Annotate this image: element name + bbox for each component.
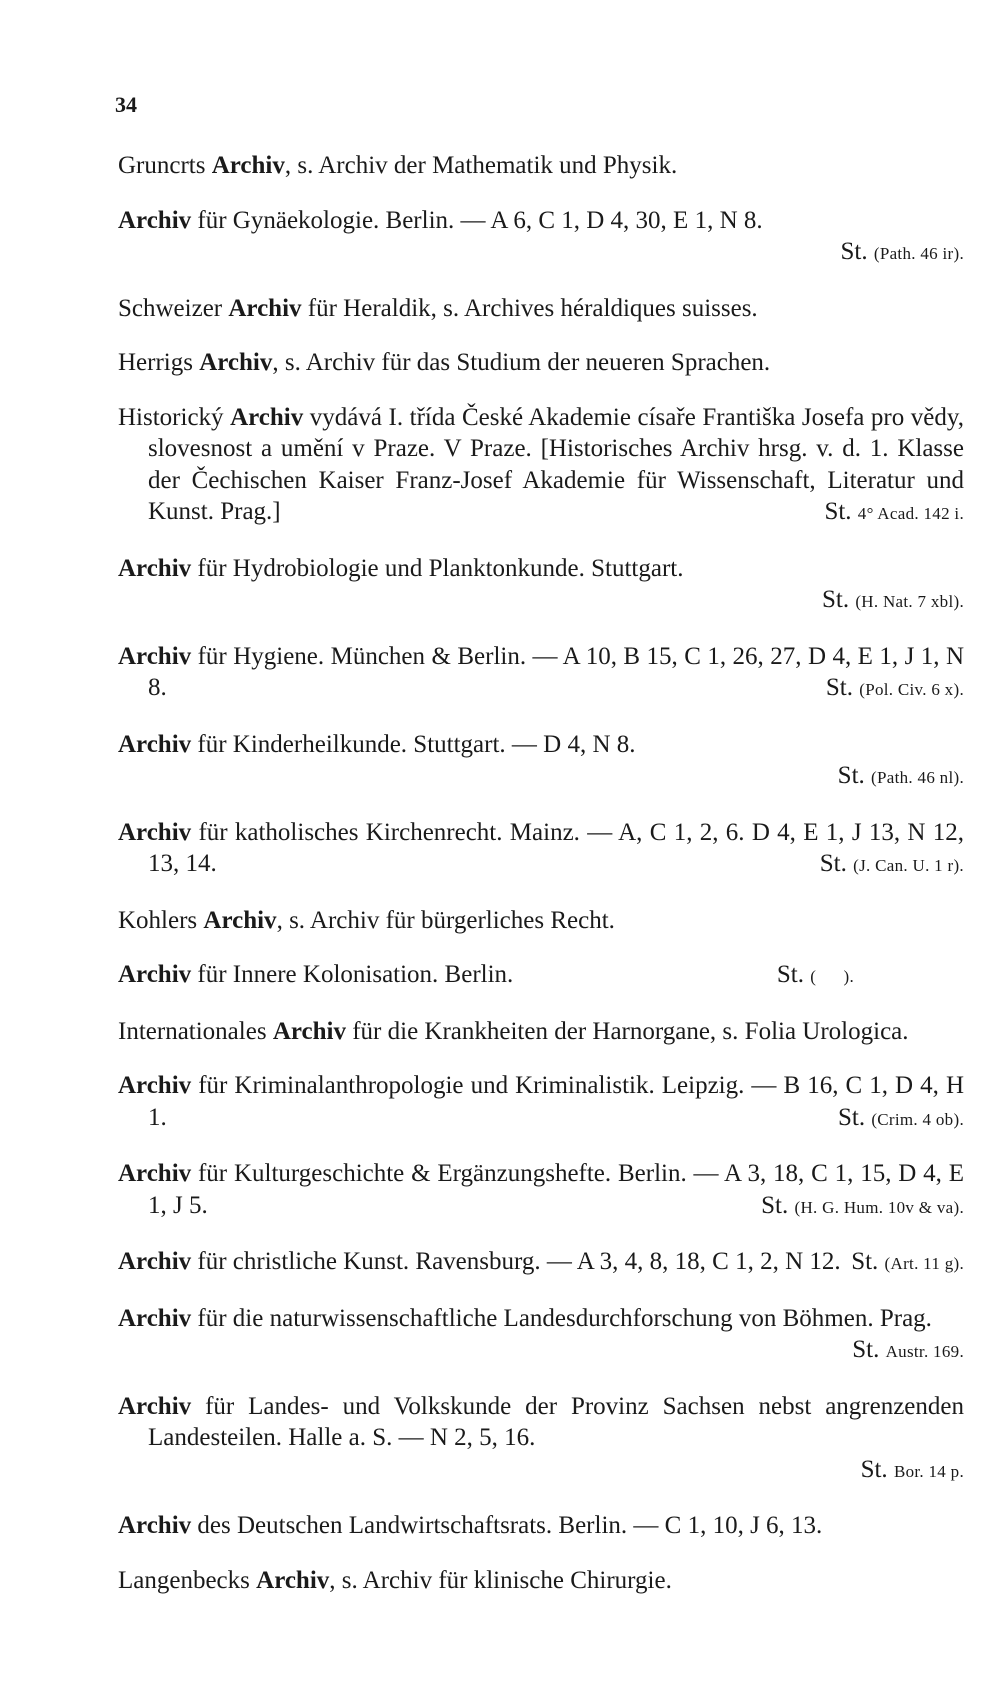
shelf-mark-prefix: St. (837, 762, 872, 789)
page-number: 34 (115, 92, 137, 117)
entry-text: , s. Archiv für klinische Chirurgie. (329, 1566, 672, 1594)
entry-text: für Kulturgeschichte & Ergänzungshefte. Berlin. — A 3, 18, C 1, 15, D 4, E 1, J 5. (148, 1160, 964, 1219)
shelf-mark-code: (J. Can. U. 1 r). (853, 856, 964, 875)
entry-prefix: Historický (118, 403, 231, 431)
entry-prefix: Kohlers (118, 906, 204, 934)
entry-text: für christliche Kunst. Ravensburg. — A 3, 4, 8, 18, C 1, 2, N 12. (191, 1248, 841, 1275)
shelf-mark-code: (H. Nat. 7 xbl). (855, 592, 964, 611)
entry-text: für Innere Kolonisation. Berlin. (191, 961, 514, 988)
entry-keyword: Archiv (118, 1072, 192, 1099)
shelf-mark (826, 672, 964, 706)
entry-keyword: Archiv (118, 554, 192, 582)
list-item (118, 150, 964, 182)
list-item (118, 905, 964, 937)
entry-prefix: Schweizer (118, 294, 229, 322)
entry-keyword: Archiv (199, 349, 273, 376)
list-item (118, 1016, 964, 1048)
entry-keyword: Archiv (118, 1304, 192, 1332)
entry-text: für Kinderheilkunde. Stuttgart. — D 4, N 8. (191, 730, 636, 758)
entry-prefix: Gruncrts (118, 152, 212, 179)
shelf-mark-prefix: St. (851, 1248, 885, 1275)
list-item (118, 729, 964, 794)
entry-prefix: Herrigs (118, 349, 200, 376)
shelf-mark-prefix: St. (837, 1103, 872, 1131)
list-item (118, 817, 964, 882)
shelf-mark (761, 1190, 964, 1224)
entry-keyword: Archiv (211, 152, 285, 179)
entry-text: für die Krankheiten der Harnorgane, s. Folia Urologica. (345, 1017, 909, 1045)
entry-text: , s. Archiv der Mathematik und Physik. (284, 152, 678, 179)
entry-keyword: Archiv (118, 642, 192, 670)
entry-text: für Heraldik, s. Archives héraldiques suisses. (301, 294, 758, 322)
entry-keyword: Archiv (118, 1160, 192, 1187)
list-item (118, 959, 964, 993)
list-item (118, 1391, 964, 1488)
entry-text: des Deutschen Landwirtschaftsrats. Berlin. — C 1, 10, J 6, 13. (191, 1512, 823, 1539)
shelf-mark-prefix: St. (852, 1336, 886, 1363)
shelf-mark-code: (Path. 46 ir). (873, 244, 964, 263)
shelf-mark-prefix: St. (860, 1455, 894, 1483)
entry-text: , s. Archiv für das Studium der neueren Sprachen. (272, 349, 771, 376)
entry-keyword: Archiv (118, 961, 192, 988)
entry-prefix: Internationales (118, 1017, 273, 1045)
entry-keyword: Archiv (203, 906, 277, 934)
shelf-mark-prefix: St. (776, 961, 811, 988)
shelf-mark (148, 1454, 964, 1488)
entry-text: für die naturwissenschaftliche Landesdurchforschung von Böhmen. Prag. (191, 1304, 932, 1332)
shelf-mark-prefix: St. (761, 1191, 795, 1219)
list-item (118, 553, 964, 618)
list-item (118, 402, 964, 530)
entry-text: vydává I. třída České Akademie císaře Františka Josefa pro vědy, slovesnost a umění v Praze. V Praze. [Historisches Archiv hrsg. v. d. 1. Klasse der Čechischen Kaiser Franz-Josef Akademie für Wissenschaft, Literatur und Kunst. Prag.] (148, 403, 965, 525)
shelf-mark-code: Bor. 14 p. (893, 1461, 964, 1481)
shelf-mark-code: (H. G. Hum. 10v & va). (794, 1197, 964, 1217)
shelf-mark (852, 1334, 964, 1368)
entry-keyword: Archiv (228, 294, 302, 322)
entry-keyword: Archiv (256, 1566, 330, 1594)
shelf-mark (820, 848, 964, 882)
shelf-mark (824, 496, 964, 530)
list-item (118, 1510, 964, 1542)
entry-text: für Hydrobiologie und Planktonkunde. Stuttgart. (191, 554, 684, 582)
shelf-mark-code: 4° Acad. 142 i. (857, 504, 964, 523)
shelf-mark-code: (Art. 11 g). (884, 1254, 964, 1273)
entry-keyword: Archiv (118, 1392, 192, 1420)
shelf-mark (777, 959, 854, 993)
shelf-mark-prefix: St. (819, 850, 854, 877)
entry-text: für Kriminalanthropologie und Kriminalistik. Leipzig. — B 16, C 1, D 4, H 1. (148, 1072, 964, 1131)
shelf-mark-code: (Path. 46 nl). (871, 768, 964, 787)
shelf-mark-code: ( ). (810, 967, 854, 986)
entry-prefix: Langenbecks (118, 1566, 257, 1594)
entry-keyword: Archiv (118, 1248, 192, 1275)
entry-keyword: Archiv (230, 403, 304, 431)
entry-text: für Hygiene. München & Berlin. — A 10, B 15, C 1, 26, 27, D 4, E 1, J 1, N 8. (148, 642, 964, 701)
list-item (118, 293, 964, 325)
list-item (118, 1303, 964, 1368)
entry-keyword: Archiv (272, 1017, 346, 1045)
list-item (118, 1246, 964, 1280)
list-item (118, 1565, 964, 1597)
list-item (118, 1070, 964, 1135)
entry-text: für katholisches Kirchenrecht. Mainz. — A, C 1, 2, 6. D 4, E 1, J 13, N 12, 13, 14. (148, 818, 964, 877)
list-item (118, 347, 964, 379)
shelf-mark-prefix: St. (840, 238, 874, 265)
shelf-mark (148, 760, 964, 794)
list-item (118, 641, 964, 706)
shelf-mark-code: Austr. 169. (885, 1342, 964, 1361)
entry-text: für Landes- und Volkskunde der Provinz Sachsen nebst angrenzenden Landesteilen. Halle a. S. — N 2, 5, 16. (148, 1392, 964, 1451)
list-item (118, 1158, 964, 1223)
shelf-mark-code: (Pol. Civ. 6 x). (859, 680, 964, 699)
shelf-mark-prefix: St. (824, 498, 858, 525)
shelf-mark (851, 1246, 964, 1280)
entry-keyword: Archiv (118, 730, 192, 758)
entry-text: , s. Archiv für bürgerliches Recht. (276, 906, 615, 934)
entry-keyword: Archiv (118, 206, 192, 234)
entry-keyword: Archiv (118, 1512, 192, 1539)
list-item (118, 205, 964, 270)
entry-text: für Gynäekologie. Berlin. — A 6, C 1, D 4, 30, E 1, N 8. (191, 206, 763, 234)
shelf-mark (838, 1102, 964, 1136)
shelf-mark-code: (Crim. 4 ob). (871, 1109, 964, 1129)
shelf-mark-prefix: St. (825, 674, 860, 701)
shelf-mark-prefix: St. (821, 586, 856, 613)
entry-list (118, 150, 964, 1619)
shelf-mark (148, 584, 964, 618)
entry-keyword: Archiv (118, 818, 192, 846)
shelf-mark (148, 236, 964, 270)
